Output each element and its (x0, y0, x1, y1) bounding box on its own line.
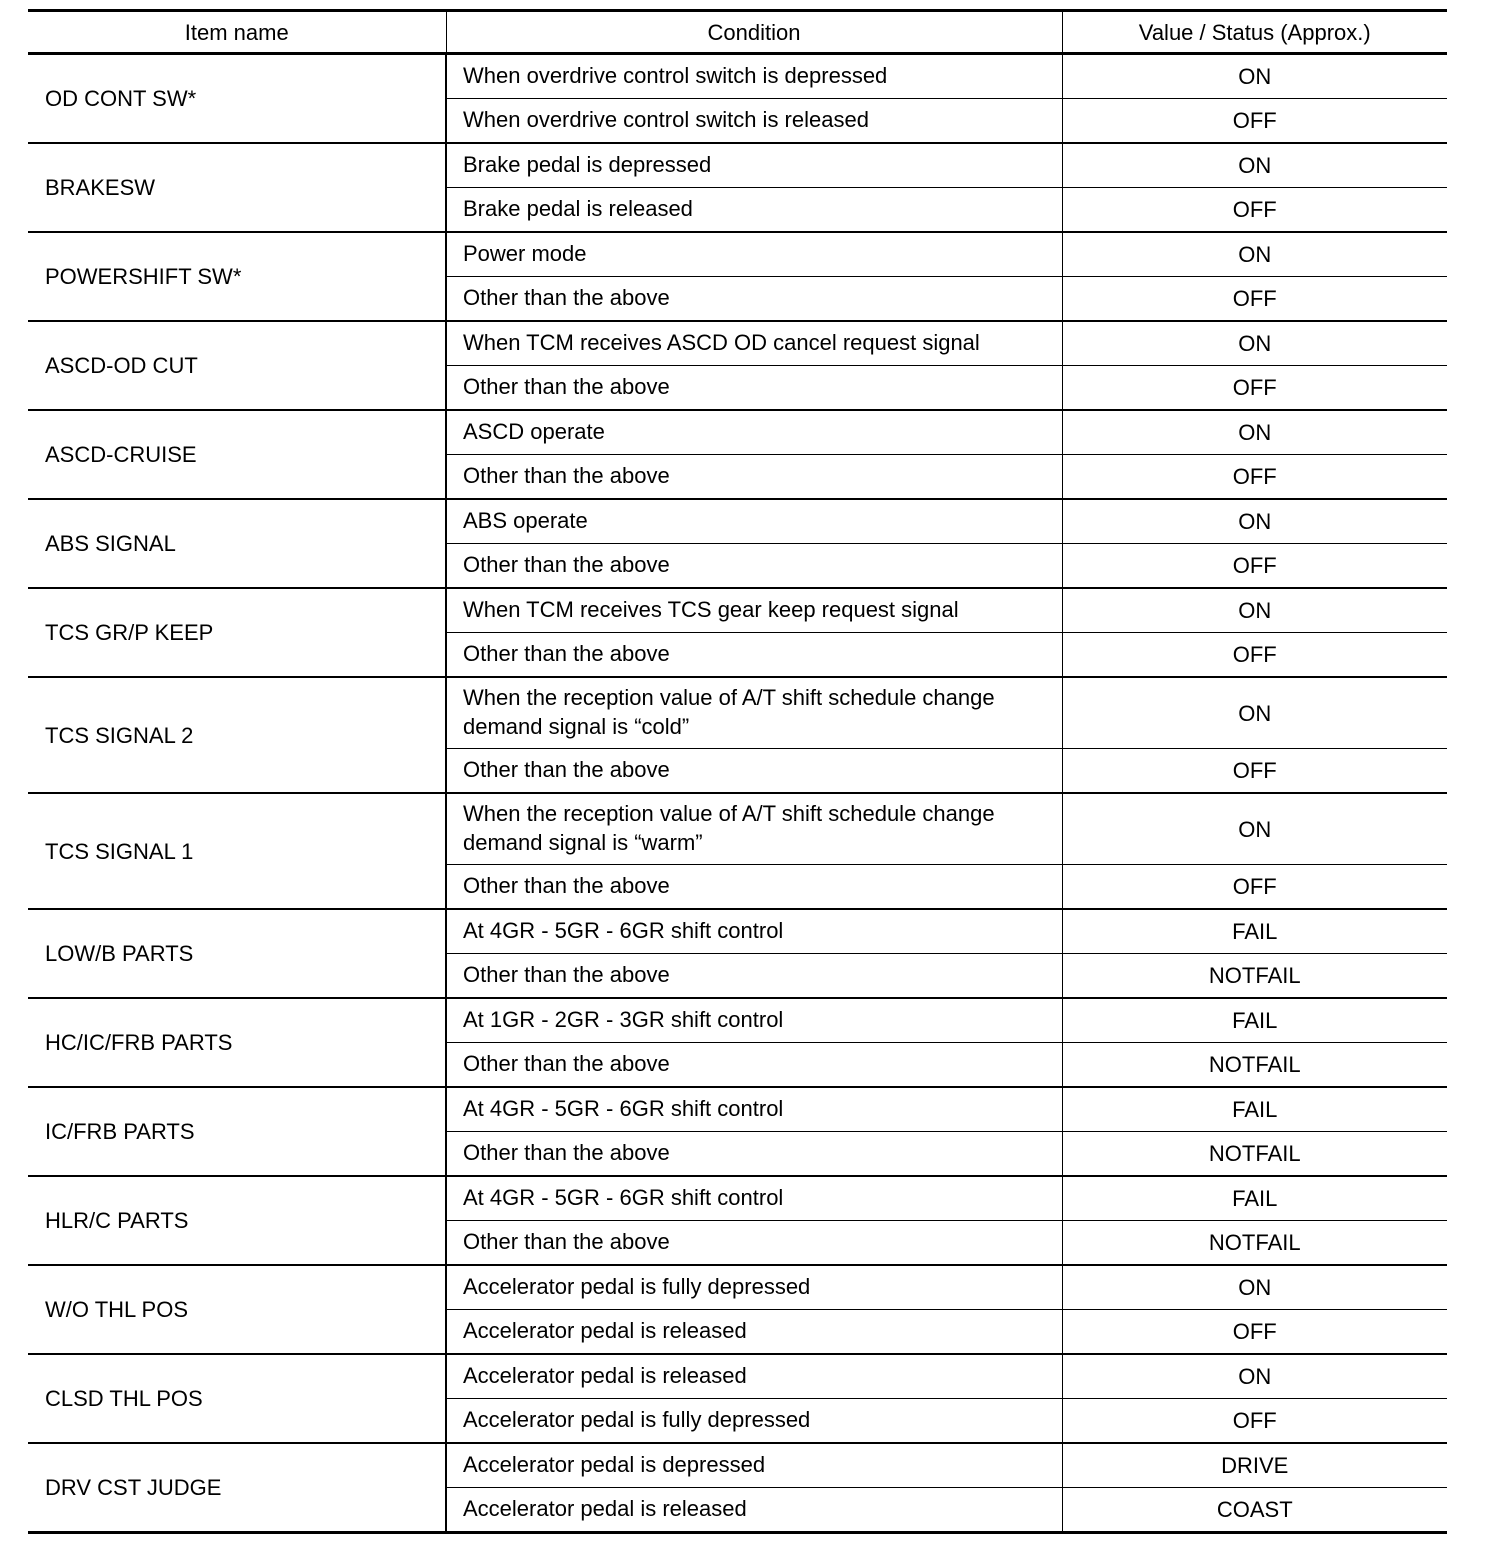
value-status-cell: FAIL (1062, 998, 1447, 1043)
value-status-cell: OFF (1062, 277, 1447, 322)
value-status-cell: OFF (1062, 99, 1447, 144)
item-name-cell: LOW/B PARTS (28, 909, 446, 998)
value-status-cell: COAST (1062, 1488, 1447, 1533)
condition-cell: When overdrive control switch is depressed (446, 54, 1062, 99)
condition-cell: Other than the above (446, 1132, 1062, 1177)
condition-cell: ABS operate (446, 499, 1062, 544)
table-row (28, 54, 1447, 99)
table-row (28, 1354, 1447, 1399)
value-status-cell: NOTFAIL (1062, 1043, 1447, 1088)
item-name-cell: TCS SIGNAL 2 (28, 677, 446, 793)
value-status-cell: OFF (1062, 366, 1447, 411)
condition-cell: Brake pedal is depressed (446, 143, 1062, 188)
item-name-cell: IC/FRB PARTS (28, 1087, 446, 1176)
value-status-cell: OFF (1062, 749, 1447, 794)
table-row (28, 998, 1447, 1043)
value-status-cell: FAIL (1062, 1176, 1447, 1221)
table-row (28, 1265, 1447, 1310)
condition-cell: ASCD operate (446, 410, 1062, 455)
item-name-cell: CLSD THL POS (28, 1354, 446, 1443)
condition-cell: Other than the above (446, 865, 1062, 910)
condition-cell: When the reception value of A/T shift schedule change demand signal is “cold” (446, 677, 1062, 749)
value-status-cell: FAIL (1062, 1087, 1447, 1132)
item-name-cell: BRAKESW (28, 143, 446, 232)
condition-cell: Other than the above (446, 749, 1062, 794)
item-name-cell: POWERSHIFT SW* (28, 232, 446, 321)
condition-cell: Power mode (446, 232, 1062, 277)
header-condition: Condition (446, 11, 1062, 54)
value-status-cell: NOTFAIL (1062, 954, 1447, 999)
condition-cell: Accelerator pedal is released (446, 1310, 1062, 1355)
value-status-cell: ON (1062, 410, 1447, 455)
condition-cell: At 4GR - 5GR - 6GR shift control (446, 1176, 1062, 1221)
condition-cell: At 4GR - 5GR - 6GR shift control (446, 1087, 1062, 1132)
condition-cell: Other than the above (446, 544, 1062, 589)
header-item-name: Item name (28, 11, 446, 54)
table-row (28, 143, 1447, 188)
value-status-cell: OFF (1062, 188, 1447, 233)
condition-cell: Brake pedal is released (446, 188, 1062, 233)
value-status-cell: ON (1062, 1354, 1447, 1399)
table-row (28, 1087, 1447, 1132)
condition-cell: Accelerator pedal is released (446, 1488, 1062, 1533)
item-name-cell: ASCD-OD CUT (28, 321, 446, 410)
value-status-cell: FAIL (1062, 909, 1447, 954)
item-name-cell: ASCD-CRUISE (28, 410, 446, 499)
value-status-cell: OFF (1062, 865, 1447, 910)
table-body (28, 54, 1447, 1533)
table-row (28, 1176, 1447, 1221)
table-row (28, 499, 1447, 544)
table-row (28, 588, 1447, 633)
table-row (28, 793, 1447, 865)
value-status-cell: ON (1062, 1265, 1447, 1310)
value-status-cell: OFF (1062, 633, 1447, 678)
condition-cell: Other than the above (446, 1043, 1062, 1088)
header-value-status: Value / Status (Approx.) (1062, 11, 1447, 54)
value-status-cell: DRIVE (1062, 1443, 1447, 1488)
value-status-cell: ON (1062, 54, 1447, 99)
condition-cell: Accelerator pedal is depressed (446, 1443, 1062, 1488)
value-status-cell: ON (1062, 143, 1447, 188)
condition-cell: When TCM receives ASCD OD cancel request signal (446, 321, 1062, 366)
condition-cell: Other than the above (446, 633, 1062, 678)
table-row (28, 321, 1447, 366)
table-header (28, 11, 1447, 54)
value-status-cell: OFF (1062, 1399, 1447, 1444)
header-row (28, 11, 1447, 54)
value-status-cell: NOTFAIL (1062, 1221, 1447, 1266)
condition-cell: When overdrive control switch is released (446, 99, 1062, 144)
value-status-cell: NOTFAIL (1062, 1132, 1447, 1177)
condition-cell: Other than the above (446, 954, 1062, 999)
value-status-cell: OFF (1062, 455, 1447, 500)
item-name-cell: HLR/C PARTS (28, 1176, 446, 1265)
value-status-cell: ON (1062, 321, 1447, 366)
condition-cell: Other than the above (446, 366, 1062, 411)
item-name-cell: DRV CST JUDGE (28, 1443, 446, 1533)
condition-cell: At 4GR - 5GR - 6GR shift control (446, 909, 1062, 954)
condition-cell: At 1GR - 2GR - 3GR shift control (446, 998, 1062, 1043)
condition-cell: Accelerator pedal is released (446, 1354, 1062, 1399)
value-status-cell: ON (1062, 677, 1447, 749)
condition-cell: Accelerator pedal is fully depressed (446, 1265, 1062, 1310)
table-row (28, 232, 1447, 277)
table-row (28, 909, 1447, 954)
table-row (28, 677, 1447, 749)
item-name-cell: TCS SIGNAL 1 (28, 793, 446, 909)
value-status-cell: ON (1062, 232, 1447, 277)
item-name-cell: TCS GR/P KEEP (28, 588, 446, 677)
table-row (28, 410, 1447, 455)
value-status-cell: OFF (1062, 1310, 1447, 1355)
condition-cell: Other than the above (446, 1221, 1062, 1266)
value-status-cell: ON (1062, 588, 1447, 633)
item-name-cell: W/O THL POS (28, 1265, 446, 1354)
condition-cell: Other than the above (446, 277, 1062, 322)
item-name-cell: HC/IC/FRB PARTS (28, 998, 446, 1087)
spec-table (28, 9, 1447, 1534)
item-name-cell: OD CONT SW* (45, 86, 197, 111)
item-name-cell: ABS SIGNAL (28, 499, 446, 588)
condition-cell: Other than the above (446, 455, 1062, 500)
value-status-cell: ON (1062, 499, 1447, 544)
condition-cell: When the reception value of A/T shift schedule change demand signal is “warm” (446, 793, 1062, 865)
table-row (28, 1443, 1447, 1488)
condition-cell: When TCM receives TCS gear keep request signal (446, 588, 1062, 633)
value-status-cell: ON (1062, 793, 1447, 865)
value-status-cell: OFF (1062, 544, 1447, 589)
condition-cell: Accelerator pedal is fully depressed (446, 1399, 1062, 1444)
